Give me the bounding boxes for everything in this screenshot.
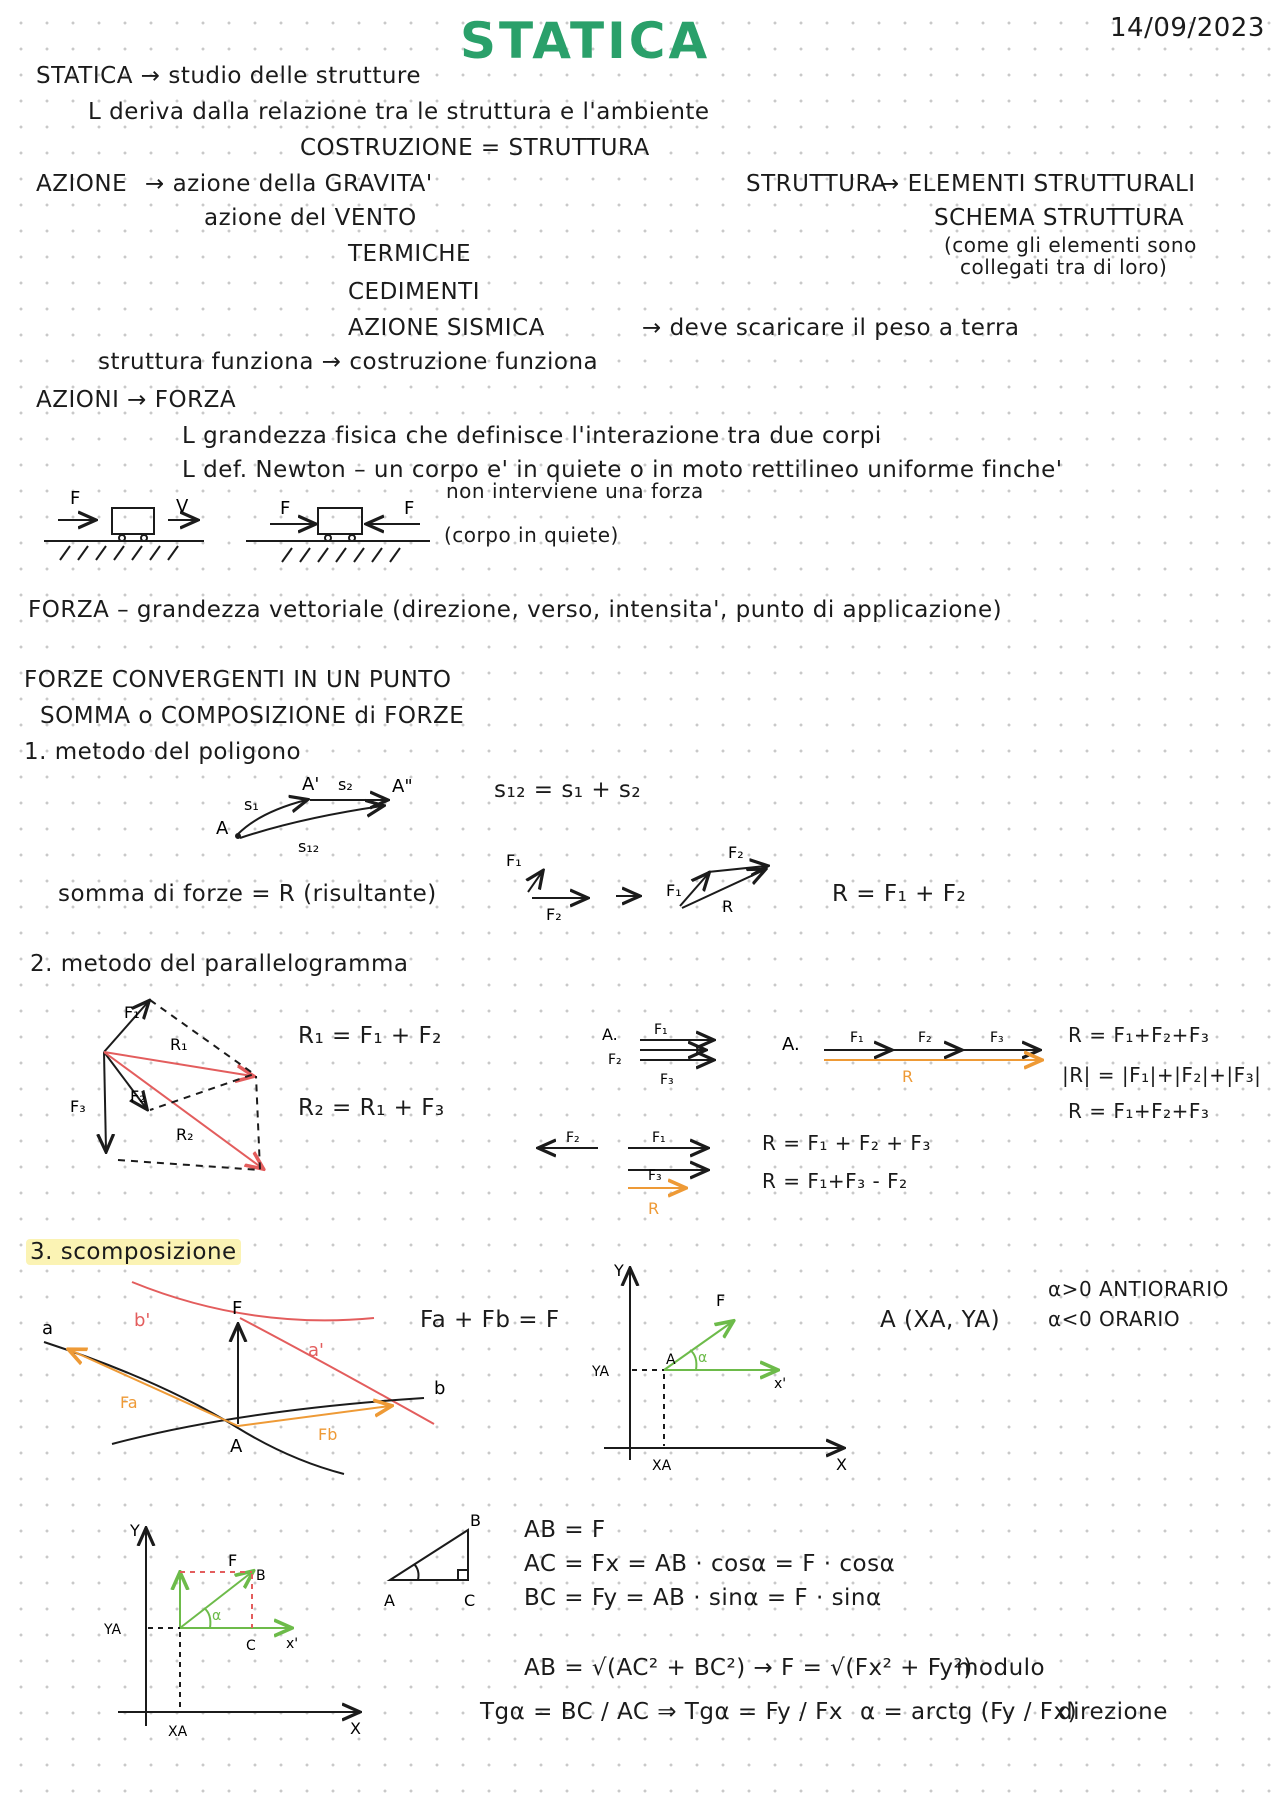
- ax2-label-x: X: [350, 1719, 361, 1738]
- cart2-label-f-left: F: [280, 498, 291, 519]
- ax2-label-xa: XA: [168, 1724, 188, 1740]
- formula-modulo-eq: AB = √(AC² + BC²) → F = √(Fx² + Fy²): [524, 1655, 973, 1681]
- forza-def-3: non interviene una forza: [446, 479, 704, 503]
- par-label-f3: F₃: [70, 1097, 86, 1116]
- col-label-r: R: [902, 1067, 914, 1086]
- dec-label-a: a: [42, 1318, 54, 1339]
- struttura-note-2: collegati tra di loro): [960, 255, 1168, 279]
- alpha-positive: α>0 ANTIORARIO: [1048, 1277, 1229, 1301]
- ax1-label-x: X: [836, 1455, 847, 1474]
- poly-label-f2: F₂: [546, 905, 562, 924]
- triangle-sketch: [390, 1530, 468, 1580]
- eq-risultante: R = F₁ + F₂: [832, 881, 967, 907]
- azione-item-sismica: AZIONE SISMICA: [348, 315, 545, 341]
- col-label-f2c: F₂: [566, 1130, 580, 1146]
- ax1-label-ya: YA: [592, 1364, 610, 1380]
- azione-item-gravita: → azione della GRAVITA': [145, 171, 433, 197]
- dec-label-b1: b': [134, 1310, 151, 1331]
- metodo-poligono-title: 1. metodo del poligono: [24, 739, 302, 765]
- col-label-f3: F₃: [660, 1072, 674, 1088]
- formula-ab: AB = F: [524, 1517, 606, 1543]
- eq-diff-a: R = F₁ + F₂ + F₃: [762, 1131, 931, 1155]
- struttura-funziona: struttura funziona → costruzione funziona: [98, 349, 599, 375]
- col-label-a: A.: [602, 1025, 618, 1044]
- col-label-f2b: F₂: [918, 1030, 932, 1046]
- page-title: STATICA: [460, 12, 711, 70]
- forza-definizione: FORZA – grandezza vettoriale (direzione, verso, intensita', punto di applicazione): [28, 597, 1003, 623]
- cart-label-v: V: [176, 496, 189, 517]
- scomposizione-title-text: 3. scomposizione: [26, 1239, 241, 1265]
- cart-label-f: F: [70, 488, 81, 509]
- tri-label-a: A: [384, 1591, 395, 1610]
- col-label-f3c: F₃: [648, 1168, 662, 1184]
- col-label-f1: F₁: [654, 1022, 668, 1038]
- dec-label-a-point: A: [230, 1436, 243, 1457]
- disp-label-s2: s₂: [338, 775, 353, 794]
- eq-r1: R₁ = F₁ + F₂: [298, 1023, 442, 1049]
- dec-label-b: b: [434, 1378, 446, 1399]
- par-label-f2: F₂: [130, 1087, 146, 1106]
- intro-line-1: STATICA → studio delle strutture: [36, 63, 422, 89]
- eq-r2: R₂ = R₁ + F₃: [298, 1095, 445, 1121]
- eq-diff-b: R = F₁+F₃ - F₂: [762, 1169, 908, 1193]
- disp-label-s12: s₁₂: [298, 837, 320, 856]
- par-label-r1: R₁: [170, 1035, 188, 1054]
- ax1-label-f: F: [716, 1291, 726, 1310]
- azione-label: AZIONE: [36, 171, 128, 197]
- ax2-label-b: B: [256, 1568, 266, 1584]
- eq-sum-b: |R| = |F₁|+|F₂|+|F₃|: [1062, 1063, 1262, 1087]
- parallelogram-sketch: [104, 1000, 262, 1170]
- formula-direzione-label: direzione: [1058, 1699, 1168, 1725]
- corpo-quiete-note: (corpo in quiete): [444, 523, 619, 547]
- point-a-coords: A (XA, YA): [880, 1307, 1001, 1333]
- poly-label-f1b: F₁: [666, 881, 682, 900]
- par-label-r2: R₂: [176, 1125, 194, 1144]
- disp-label-a: A: [216, 818, 229, 839]
- poly-label-f1: F₁: [506, 851, 522, 870]
- eq-sum-c: R = F₁+F₂+F₃: [1068, 1099, 1210, 1123]
- axis-sketch-2: [118, 1530, 358, 1726]
- ax1-label-x1: x': [774, 1376, 787, 1392]
- formula-tg: Tgα = BC / AC ⇒ Tgα = Fy / Fx: [480, 1699, 843, 1725]
- col-label-f2: F₂: [608, 1052, 622, 1068]
- cart2-label-f-right: F: [404, 498, 415, 519]
- azione-item-cedimenti: CEDIMENTI: [348, 279, 480, 305]
- tri-label-c: C: [464, 1591, 476, 1610]
- formula-bc: BC = Fy = AB · sinα = F · sinα: [524, 1585, 882, 1611]
- intro-line-3: COSTRUZIONE = STRUTTURA: [300, 135, 650, 161]
- ax2-label-y: Y: [130, 1521, 140, 1540]
- forza-def-2: L def. Newton – un corpo e' in quiete o in moto rettilineo uniforme finche': [182, 457, 1063, 483]
- metodo-parallelogramma-title: 2. metodo del parallelogramma: [30, 951, 409, 977]
- ax2-label-c: C: [246, 1638, 256, 1654]
- azioni-forza-label: AZIONI → FORZA: [36, 387, 237, 413]
- ax1-label-xa: XA: [652, 1458, 672, 1474]
- intro-line-2: L deriva dalla relazione tra le struttura e l'ambiente: [88, 99, 710, 125]
- ax2-label-x1: x': [286, 1636, 299, 1652]
- struttura-note-1: (come gli elementi sono: [944, 233, 1197, 257]
- dec-label-a1: a': [308, 1340, 324, 1361]
- struttura-elementi: → ELEMENTI STRUTTURALI: [880, 171, 1196, 197]
- alpha-negative: α<0 ORARIO: [1048, 1307, 1181, 1331]
- somma-title: SOMMA o COMPOSIZIONE di FORZE: [40, 703, 465, 729]
- struttura-label: STRUTTURA: [746, 171, 888, 197]
- formula-modulo-label: modulo: [956, 1655, 1046, 1681]
- azione-item-vento: azione del VENTO: [204, 205, 417, 231]
- eq-s12: s₁₂ = s₁ + s₂: [494, 777, 642, 803]
- disp-label-s1: s₁: [244, 795, 259, 814]
- struttura-schema: SCHEMA STRUTTURA: [934, 205, 1185, 231]
- tri-label-b: B: [470, 1511, 481, 1530]
- col-label-f1b: F₁: [850, 1030, 864, 1046]
- disp-label-a1: A': [302, 774, 320, 795]
- col-label-a2: A.: [782, 1034, 800, 1055]
- eq-scomposizione: Fa + Fb = F: [420, 1307, 560, 1333]
- ax1-label-alpha: α: [698, 1350, 708, 1366]
- azione-item-termiche: TERMICHE: [348, 241, 472, 267]
- convergenti-title: FORZE CONVERGENTI IN UN PUNTO: [24, 667, 452, 693]
- dec-label-f: F: [232, 1298, 243, 1319]
- formula-ac: AC = Fx = AB · cosα = F · cosα: [524, 1551, 896, 1577]
- eq-sum-a: R = F₁+F₂+F₃: [1068, 1023, 1210, 1047]
- sismica-note: → deve scaricare il peso a terra: [642, 315, 1020, 341]
- col-label-f1c: F₁: [652, 1130, 666, 1146]
- col-label-r2: R: [648, 1199, 660, 1218]
- formula-direzione-eq: α = arctg (Fy / Fx): [860, 1699, 1078, 1725]
- poly-label-r: R: [722, 897, 734, 916]
- ax2-label-f: F: [228, 1551, 238, 1570]
- ax1-label-y: Y: [614, 1261, 624, 1280]
- page-date: 14/09/2023: [1110, 13, 1265, 43]
- dec-label-fa: Fa: [120, 1393, 138, 1412]
- forza-def-1: L grandezza fisica che definisce l'interazione tra due corpi: [182, 423, 882, 449]
- cart-still-sketch: [246, 508, 430, 562]
- ax2-label-alpha: α: [212, 1608, 222, 1624]
- par-label-f1: F₁: [124, 1003, 140, 1022]
- disp-label-a2: A": [392, 776, 413, 797]
- poly-label-f2b: F₂: [728, 843, 744, 862]
- dec-label-fb: Fb: [318, 1425, 338, 1444]
- ax1-label-a: A: [666, 1352, 676, 1368]
- ax2-label-ya: YA: [104, 1622, 122, 1638]
- col-label-f3b: F₃: [990, 1030, 1004, 1046]
- somma-forze: somma di forze = R (risultante): [58, 881, 437, 907]
